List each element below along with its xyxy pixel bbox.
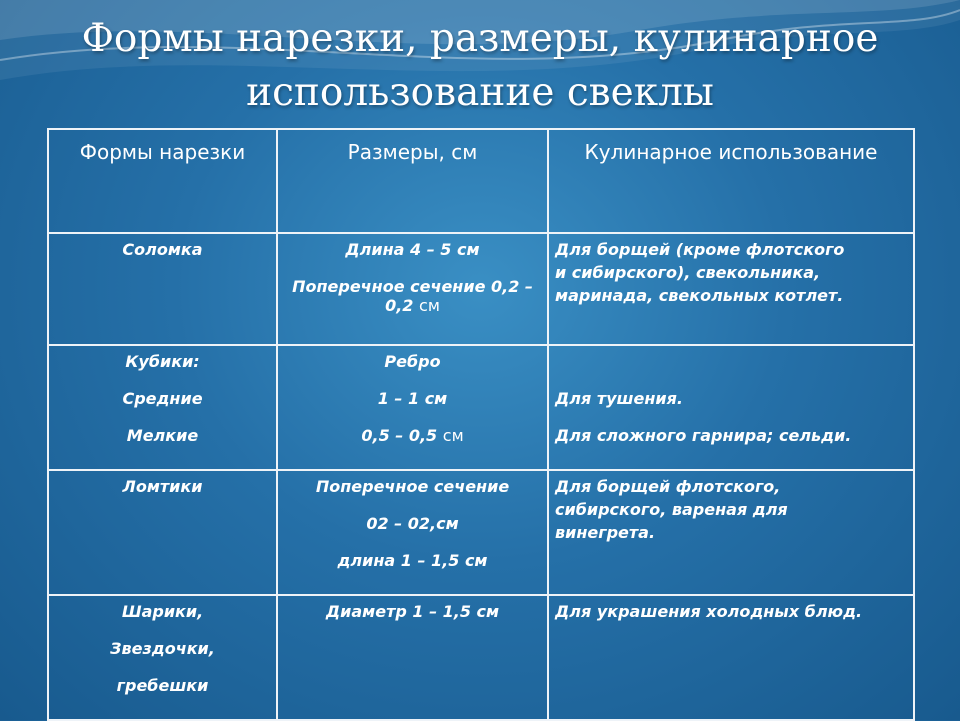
use-text: винегрета. — [555, 523, 656, 542]
size-text: 1 – 1 см — [377, 389, 448, 408]
form-text: Звездочки, — [110, 639, 215, 658]
use-text: Для украшения холодных блюд. — [555, 602, 863, 621]
header-form: Формы нарезки — [48, 129, 277, 233]
slide-title — [40, 12, 920, 120]
use-text: Для тушения. — [555, 389, 683, 408]
use-text: и сибирского), свекольника, — [555, 263, 821, 282]
form-text: Шарики, — [121, 602, 204, 621]
use-text — [555, 352, 907, 371]
table-row — [48, 470, 914, 595]
cell-use — [548, 233, 914, 345]
cell-use — [548, 345, 914, 470]
cell-use — [548, 470, 914, 595]
cell-form — [48, 233, 277, 345]
cell-size — [277, 595, 548, 720]
use-text: Для борщей (кроме флотского — [555, 240, 845, 259]
use-text: Для сложного гарнира; сельди. — [555, 426, 852, 445]
cell-form — [48, 345, 277, 470]
cell-size — [277, 345, 548, 470]
size-text: 02 – 02,см — [366, 514, 459, 533]
use-text: маринада, свекольных котлет. — [555, 286, 844, 305]
beet-cutting-table — [47, 128, 915, 721]
size-text: Диаметр 1 – 1,5 см — [325, 602, 500, 621]
size-text: Поперечное сечение 0,2 – 0,2 см — [292, 277, 533, 315]
use-text: Для борщей флотского, — [555, 477, 781, 496]
header-size: Размеры, см — [277, 129, 548, 233]
size-text: Поперечное сечение — [315, 477, 510, 496]
size-text: Ребро — [384, 352, 441, 371]
use-text: сибирского, вареная для — [555, 500, 788, 519]
form-text: Соломка — [122, 240, 203, 259]
size-text: длина 1 – 1,5 см — [337, 551, 488, 570]
table-row — [48, 233, 914, 345]
slide-title-line-1: Формы нарезки, размеры, кулинарное — [81, 16, 879, 61]
form-text: гребешки — [116, 676, 209, 695]
size-text: 0,5 – 0,5 см — [361, 426, 464, 445]
form-text: Средние — [122, 389, 203, 408]
cell-use — [548, 595, 914, 720]
cell-form — [48, 470, 277, 595]
size-text: Длина 4 – 5 см — [345, 240, 480, 259]
form-text: Мелкие — [126, 426, 199, 445]
header-use: Кулинарное использование — [548, 129, 914, 233]
cell-size — [277, 470, 548, 595]
slide-title-line-2: использование свеклы — [246, 70, 714, 115]
cell-form — [48, 595, 277, 720]
table-row — [48, 595, 914, 720]
cell-size — [277, 233, 548, 345]
form-text: Кубики: — [125, 352, 200, 371]
form-text: Ломтики — [122, 477, 203, 496]
table-row — [48, 345, 914, 470]
table-header-row — [48, 129, 914, 233]
